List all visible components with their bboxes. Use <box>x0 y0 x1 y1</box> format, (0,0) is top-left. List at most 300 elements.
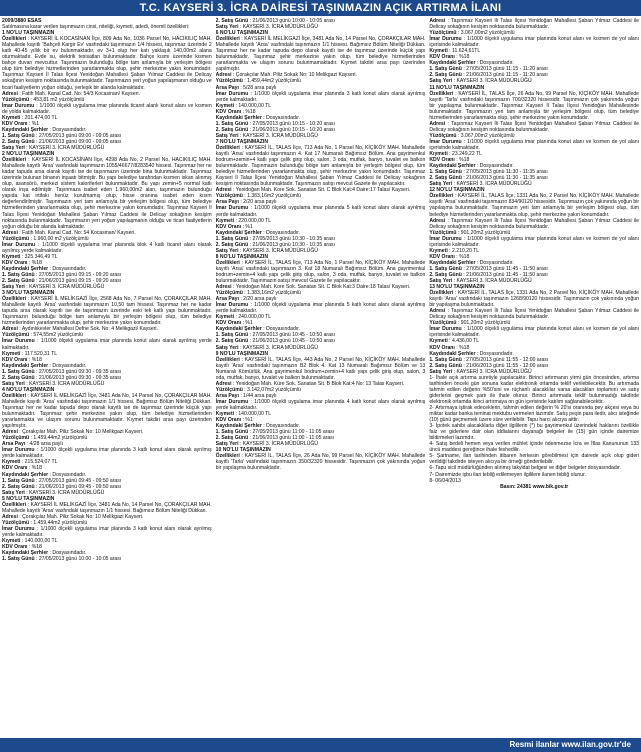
field-label: Kıymeti <box>2 253 21 260</box>
field-label: 2. Satış Günü <box>215 435 249 442</box>
field-label: Adresi <box>215 72 232 79</box>
field-value: : KAYSERİ 3. İCRA MÜDÜRLÜĞÜ <box>453 78 532 85</box>
field-value: : 1/1000 ölçekli uygulama imar planında ticaret alanlı konut alanı ve kısmen de yolda kalmaktadır. <box>2 102 212 115</box>
field-value: : %18 <box>28 465 42 472</box>
field-value: : Taşınmaz Kayseri İli Talas İlçesi Yenidoğan Mahallesi Şaban Yılmaz Caddesi ile Delicay sokağının kesişim noktasında bulunmaktadır. <box>429 120 640 133</box>
section-heading: 7 NO'LU TAŞINMAZIN <box>215 138 269 145</box>
field-value: : 574,55m2 yüzölçümlü <box>30 332 83 339</box>
field-label: İmar Durumu <box>215 302 249 309</box>
field-label: 1. Satış Günü <box>215 235 249 242</box>
field-value: : 21/06/2013 günü 11:55 - 12:00 arası <box>463 362 549 369</box>
field-row <box>429 290 639 308</box>
field-label: KDV Oranı <box>2 356 28 363</box>
field-label: Satış Yeri <box>429 78 453 85</box>
section-heading: 12 NO'LU TAŞINMAZIN <box>429 187 485 194</box>
field-value: : Dosyasındadır. <box>49 471 87 478</box>
field-label: Satış Yeri <box>429 368 453 375</box>
field-label: Özellikleri <box>2 296 27 303</box>
paragraph: 2- Artırmaya iştirak edeceklerin, tahmin edilen değerin % 20'si oranında pey akçesi veya bu miktar kadar banka teminat mektubu vermeleri lazımdır. Satış peşin para iledir, alıcı isteğinde (10) günü geçmemek üzere süre verilebilir. Tapu harcı alıcıya aittir. <box>429 405 640 424</box>
field-value: : 1/1000 ölçekli uygulama imar planında konut alanı ve kısmen de yol alanı içerisinde kalmaktadır. <box>429 235 640 248</box>
section-heading: 9 NO'LU TAŞINMAZIN <box>215 350 269 357</box>
paragraph: Satılmasına karar verilen taşınmazın cinsi, niteliği, kıymeti, adedi, önemli özellikleri: <box>2 24 190 31</box>
field-label: Yüzölçümü <box>215 386 243 393</box>
field-label: 2. Satış Günü <box>215 18 249 24</box>
field-value: : 1/1000 ölçekli uygulama imar planında 4 katlı konut alanı olarak ayrılmış yerde kalmaktadır. <box>215 398 426 411</box>
field-label: Yüzölçümü <box>2 435 30 442</box>
field-label: Kaydındaki Şerhler <box>429 350 476 357</box>
section-heading: 1 NO'LU TAŞINMAZIN <box>2 30 55 37</box>
field-label: Kaydındaki Şerhler <box>429 60 476 67</box>
column-3 <box>429 18 639 734</box>
field-value: : 27/05/2013 günü 11:15 - 11:20 arası <box>463 66 548 73</box>
field-value: : Dosyasındadır. <box>49 362 87 369</box>
field-label: Arsa Payı <box>215 84 239 91</box>
field-value: : KAYSERİ İL MELİKGAZİ İlçe, 3481 Ada No, 14 Parsel No, ÇORAKÇILAR MAH. Mahallede kayıtlı 'Arsa' vasfındaki taşınmazın 1/1 hissesi. Bağımsız Bölüm Niteliği Dükkan. Taşınmaz her ne kadar tapuda depo olarak kayıtlı ise de taşınmaz üzerinde küçük yapı bulunmaktadır. Taşınmaz şehir merkezine yakın olup, tüm belediye hizmetlerinden yararlanmakta ve ulaşım sorunu bulunmamaktadır. Kıymet takdiri arsa payı üzerinden yapılmıştır. <box>2 392 212 430</box>
field-label: KDV Oranı <box>429 344 455 351</box>
field-row <box>429 139 639 151</box>
field-label: Özellikleri <box>2 392 27 399</box>
field-label: İmar Durumu <box>429 138 462 145</box>
field-label: Adresi <box>429 217 446 224</box>
field-label: İmar Durumu <box>2 447 35 454</box>
field-value: : 27/05/2013 günü 10:30 - 10:35 arası <box>249 235 335 242</box>
field-value: : 27/05/2013 günü 10:00 - 10:05 arası <box>35 556 122 563</box>
field-label: Yüzölçümü <box>215 78 243 85</box>
field-row <box>2 556 212 562</box>
field-label: Adresi <box>429 308 446 315</box>
field-value: : KAYSERİ 3. İCRA MÜDÜRLÜĞÜ <box>26 489 105 496</box>
field-label: Adresi <box>2 513 18 520</box>
field-row <box>216 453 426 471</box>
field-value: : %1 <box>242 417 253 424</box>
paragraph: 5- Şartname, ilan tarihinden itibaren herkesin görebilmesi için dairede açık olup gideri verildiği takdirde isteyen alıcıya bir örneği gönderilebilir. <box>429 453 640 466</box>
field-value: : KAYSERİ 3. İCRA MÜDÜRLÜĞÜ <box>26 380 105 387</box>
field-label: Yüzölçümü <box>429 132 457 139</box>
paragraph: 4- Satış bedeli hemen veya verilen mühlet içinde ödenmezse İcra ve İflas Kanununun 133 üncü maddesi gereğince ihale feshedilir. <box>429 441 640 454</box>
field-value: : 3.067,00m2 yüzölçümlü <box>457 132 515 139</box>
field-label: 1. Satış Günü <box>2 556 35 563</box>
field-value: : Çorakçılar Mah. Piliz Sokak No: 10 Melikgazi Kayseri. <box>232 72 357 79</box>
field-row <box>216 145 426 187</box>
field-value: : 21/06/2013 günü 10:00 - 10:05 arası <box>249 18 335 24</box>
field-row <box>2 502 212 514</box>
section-heading: 11 NO'LU TAŞINMAZIN <box>429 84 485 91</box>
field-label: Kıymeti <box>215 314 235 321</box>
field-row <box>2 393 212 429</box>
field-value: : 27/05/2013 günü 09:30 - 09:35 arası <box>35 368 122 375</box>
field-label: Adresi <box>429 18 446 24</box>
field-value: : 27/05/2013 günü 10:45 - 10:50 arası <box>249 332 335 339</box>
field-label: Kaydındaki Şerhler <box>2 265 49 272</box>
field-label: 1. Satış Günü <box>2 271 35 278</box>
field-label: Yüzölçümü <box>2 519 30 526</box>
field-label: Kaydındaki Şerhler <box>2 471 49 478</box>
field-row <box>216 36 426 72</box>
field-value: : 5/28 arsa paylı <box>240 84 277 91</box>
section-heading: 5 NO'LU TAŞINMAZIN <box>2 495 55 502</box>
field-label: Adresi <box>215 380 232 387</box>
field-value: : Çorakçılar Mah. Piliz Sokak No: 10 Melikgazi Kayseri. <box>19 513 144 520</box>
field-label: Kaydındaki Şerhler <box>215 423 262 430</box>
field-label: Satış Yeri <box>215 441 239 448</box>
field-value: : Dosyasındadır. <box>263 423 301 430</box>
field-value: : KAYSERİ 3. İCRA MÜDÜRLÜĞÜ <box>26 284 105 291</box>
field-label: KDV Oranı <box>215 223 242 230</box>
field-label: İmar Durumu <box>215 90 249 97</box>
field-value: : 1/1000 ölçekli uygulama imar planında konut alanı ve kısmen de yol alanı içerisinde kalmaktadır. <box>429 36 640 49</box>
field-value: : KAYSERİ İL, TALAS İlçe, 1331 Ada No, 2 Parsel No, KİÇİKÖY MAH. Mahallede kayıtlı 'Arsa' vasfındaki taşınmazın 834/90120 hissesidir. Taşınmazın çok yakınında yoğun bir yapılaşma bulunmaktadır. Taşınmazın yeri tam anlamıyla bir yerleşim bölgesi olup, tüm belediye hizmetlerinden yararlanmakta olup, şehir merkezine yakın konumdadır. <box>429 193 640 218</box>
field-label: Adresi <box>215 284 232 291</box>
field-value: : 21/06/2013 günü 10:45 - 10:50 arası <box>249 338 335 345</box>
field-label: Arsa Payı <box>215 199 239 206</box>
field-value: : KAYSERİ 3. İCRA MÜDÜRLÜĞÜ <box>239 24 318 31</box>
field-label: Kaydındaki Şerhler <box>429 259 476 266</box>
field-label: Kıymeti <box>429 338 448 345</box>
field-label: 1. Satış Günü <box>429 169 462 176</box>
field-row <box>429 326 639 338</box>
field-value: : KAYSERİ İL, TALAS İlçe, 713 Ada No, 1 Parsel No, KİÇİKÖY MAH. Mahallede kayıtlı 'Arsa' vasfındaki taşınmazın 4. Kat 17 Numaralı Bağımsız Bölüm. Ana gayrimenkul bodrum+zemin+4 katlı yapı çelik giriş olup, salon, 3 oda, mutfak, banyo, tuvalet ve balkon bulunmaktadır. Taşınmazın bulunduğu bölge tam anlamıyla bir yerleşim bölgesi olup, tüm belediye hizmetlerinden yararlanmakta olup, şehir merkezine yakın konumdadır. Taşınmaz Kayseri İl Talas İlçesi Yenidoğan Mahallesi Şaban Yılmaz Caddesi ile Delicay sokağının kesişim noktasında bulunmaktadır. Taşınmazın satışı mevcut Gazete ile yapılacaktır. <box>215 144 426 188</box>
field-value: : 220.000,00 TL <box>235 217 272 224</box>
field-value: : 1/1000 ölçekli uygulama imar planında konut alanı ve kısmen de yol alanı içerisinde kalmaktadır. <box>429 138 640 151</box>
field-value: : KAYSERİ İL MELİKGAZİ İlçe, 2568 Ada No, 7 Parsel No, ÇORAKÇILAR MAH. Mahallede kayıtlı 'Arsa' vasfındaki taşınmazın 10,50 tam hissesi. Taşınmaz her ne kadar tapuda arsa olarak kayıtlı ise de taşınmazın üzerinde eski tek katlı yapı bulunmaktadır. Taşınmazın bulunduğu bölge tam anlamıyla bir yerleşim bölgesi olup, tüm belediye hizmetlerinden yararlanmakta olup, şehir merkezine yakın konumdadır. <box>2 296 212 327</box>
field-label: KDV Oranı <box>2 465 28 472</box>
footer-banner <box>0 738 641 752</box>
field-value: : %18 <box>456 157 470 164</box>
field-value: : 325.346,49 TL <box>21 253 58 260</box>
field-row <box>2 103 212 115</box>
field-value: : Taşınmaz Kayseri İli Talas İlçesi Yenidoğan Mahallesi Şaban Yılmaz Caddesi ile Delicay sokağının kesişim noktasında bulunmaktadır. <box>429 18 640 31</box>
field-label: KDV Oranı <box>2 120 28 127</box>
field-value: : KAYSERİ İL, TALAS İlçe, 443 Ada No, 2 Parsel No, KİÇİKÖY MAH. Mahallede kayıtlı 'Arsa' vasfındaki taşınmazın B2 Blok 4. Kat 13 Numaralı Bağımsız Bölüm ve 13 Numaralı Kömürlük. Ana gayrimenkul bodrum+zemin+4 katlı yapı çelik giriş olup, salon, 3 oda, mutfak, banyo, tuvalet ve balkon bulunmaktadır. <box>215 356 426 381</box>
field-value: : Taşınmaz Kayseri İli Talas İlçesi Yenidoğan Mahallesi Şaban Yılmaz Caddesi ile Delicay sokağının kesişim noktasında bulunmaktadır. <box>429 217 640 230</box>
field-row <box>429 36 639 48</box>
field-label: Satış Yeri <box>2 489 25 496</box>
field-label: 2. Satış Günü <box>2 483 35 490</box>
field-value: : 1/1000 ölçekli uygulama imar planında 3 katlı konut alanı olarak ayrılmış yerde kalmaktadır. <box>2 447 212 460</box>
field-value: : 1.459,44m2 yüzölçümlü <box>30 519 88 526</box>
column-2 <box>216 18 426 734</box>
field-value: : 240.000,00 TL <box>235 314 272 321</box>
field-value: : 21/06/2013 günü 09:30 - 09:35 arası <box>35 374 122 381</box>
field-value: : 3.142,07m2 yüzölçümlü <box>244 386 301 393</box>
field-label: Adresi <box>2 229 18 236</box>
field-value: : KAYSERİ 3. İCRA MÜDÜRLÜĞÜ <box>239 132 318 139</box>
field-label: İmar Durumu <box>429 326 462 333</box>
field-row <box>2 296 212 326</box>
field-label: 2. Satış Günü <box>429 175 462 182</box>
field-value: : KAYSERİ 3. İCRA MÜDÜRLÜĞÜ <box>453 368 532 375</box>
field-value: : 1.459,44m2 yüzölçümlü <box>244 78 301 85</box>
field-value: : KAYSERİ 3. İCRA MÜDÜRLÜĞÜ <box>239 441 318 448</box>
field-value: : 27/05/2013 günü 11:45 - 11:50 arası <box>463 265 548 272</box>
field-value: : KAYSERİ 3. İCRA MÜDÜRLÜĞÜ <box>239 247 318 254</box>
field-label: Satış Yeri <box>2 380 25 387</box>
field-row <box>2 157 212 230</box>
field-value: : Dosyasındadır. <box>263 326 301 333</box>
field-value: : Dosyasındadır. <box>476 163 514 170</box>
field-value: : 1/1000 ölçekli uygulama imar planında 5 katlı konut alanı olarak ayrılmış yerde kalmaktadır. <box>215 302 426 315</box>
field-label: Özellikleri <box>215 259 240 266</box>
field-row <box>2 447 212 459</box>
field-label: Yüzölçümü <box>215 290 243 297</box>
field-value: : Aydınlıkevler Mahallesi Defne Sok. No: 4 Melikgazi/ Kayseri. <box>19 326 158 333</box>
field-label: Satış Yeri <box>215 247 239 254</box>
field-label: İmar Durumu <box>429 36 462 43</box>
section-heading: 8 NO'LU TAŞINMAZIN <box>215 253 269 260</box>
paragraph: 8- 06/04/2013 <box>429 477 461 484</box>
field-value: : Dosyasındadır. <box>49 126 87 133</box>
field-value: : %18 <box>28 544 42 551</box>
field-label: Satış Yeri <box>215 344 239 351</box>
field-value: : 1/1000 ölçekli uygulama imar planında 3 katlı konut alanı olarak ayrılmış yerde kalmaktadır. <box>2 525 212 538</box>
field-value: : 1/1000 ölçekli uygulama imar planında konut alanı olarak ayrılmış yerde kalmaktadır. <box>2 338 212 351</box>
field-row <box>429 91 639 121</box>
paragraph: 6- Tapu sicil müdürlüğünden alınmış takyidat belgesi ve diğer belgeler dosyasındadır. <box>429 465 621 472</box>
field-value: : 27/05/2013 günü 09:45 - 09:50 arası <box>35 477 122 484</box>
field-value: : 1/1000 ölçekli uygulama imar planında konut alanı ve kısmen de yol alanı içerisinde kalmaktadır. <box>429 326 640 339</box>
field-value: : Fatih Mah. Kanal Cad. No: 54 Kocasinan/ Kayseri. <box>19 229 136 236</box>
field-value: : 21/06/2013 günü 11:00 - 11:05 arası <box>249 435 335 442</box>
field-value: : 1/44 arsa paylı <box>240 392 277 399</box>
field-label: Kaydındaki Şerhler <box>2 362 49 369</box>
paragraph: 3- İpotek sahibi alacaklılarla diğer ilgililerin (*) bu gayrimenkul üzerindeki haklarını özellikle faiz ve giderlere dair olan iddialarını dayanağı belgeler ile (15) gün içinde dairemize bildirmeleri lazımdır. <box>429 423 640 442</box>
field-label: Kıymeti <box>429 247 448 254</box>
field-label: Kıymeti <box>2 350 21 357</box>
field-label: 2. Satış Günü <box>215 338 249 345</box>
field-label: Yüzölçümü <box>429 320 457 327</box>
field-label: Özellikleri <box>429 90 454 97</box>
field-value: : 2.210,20 TL <box>449 247 480 254</box>
field-value: : 27/05/2013 günü 11:00 - 11:05 arası <box>249 429 335 436</box>
field-label: 2. Satış Günü <box>215 126 249 133</box>
field-value: : Dosyasındadır. <box>49 550 87 557</box>
field-value: : %1 <box>242 320 253 327</box>
field-label: KDV Oranı <box>2 259 28 266</box>
field-label: Satış Yeri <box>2 284 25 291</box>
field-label: KDV Oranı <box>429 157 455 164</box>
field-value: : 21/06/2013 günü 11:30 - 11:35 arası <box>463 175 548 182</box>
field-value: : Dosyasındadır. <box>49 265 87 272</box>
field-label: KDV Oranı <box>429 54 455 61</box>
field-label: Adresi <box>215 187 232 194</box>
field-value: : KAYSERİ 3. İCRA MÜDÜRLÜĞÜ <box>453 181 532 188</box>
field-value: : 215.524,07 TL <box>21 459 58 466</box>
field-label: 1. Satış Günü <box>429 66 462 73</box>
field-value: : 1/1000 ölçekli uygulama imar planında 3 katlı konut alanı olarak ayrılmış yerde kalmaktadır. <box>215 90 426 103</box>
field-label: Yüzölçümü <box>215 193 243 200</box>
field-label: Kıymeti <box>215 217 235 224</box>
field-value: : KAYSERİ İL, TALAS İlçe, 26 Ada No, 99 Parsel No, KİÇİKÖY MAH. Mahallede kayıtlı 'Tarla' vasfındaki taşınmazın 350/32320 hissesidir. Taşınmazın çok yakınında yoğun bir yapılaşma bulunmaktadır. <box>215 453 426 472</box>
field-label: 2. Satış Günü <box>2 374 35 381</box>
field-label: Yüzölçümü <box>2 235 30 242</box>
field-value: : Dosyasındadır. <box>263 229 301 236</box>
field-value: : KAYSERİ İL, TALAS İlçe, 713 Ada No, 1 Parsel No, KİÇİKÖY MAH. Mahallede kayıtlı 'Arsa' vasfındaki taşınmazın 3. Kat 18 Numaralı Bağımsız Bölüm. Ana gayrimenkul bodrum+zemin+4 katlı yapı çelik giriş olup, salon, 3 oda, mutfak, banyo, tuvalet ve balkon bulunmaktadır. Taşınmazın satışı mevcut Gazete ile yapılacaktır. <box>215 259 426 285</box>
field-value: : Dosyasındadır. <box>476 350 514 357</box>
columns <box>2 18 639 734</box>
field-value: : Dosyasındadır. <box>263 114 301 121</box>
field-value: : 21/06/2013 günü 11:45 - 11:50 arası <box>463 271 548 278</box>
field-value: : 1.960,00 m2 yüzölçümlü <box>30 235 89 242</box>
field-label: Arsa Payı <box>2 441 26 448</box>
field-row <box>429 236 639 248</box>
field-label: Kıymeti <box>2 114 21 121</box>
field-label: Özellikleri <box>429 193 454 200</box>
field-label: Kıymeti <box>2 538 21 545</box>
field-value: : KAYSERİ İL KOCASİNAN İlçe, 4298 Ada No, 2 Parsel No, HACIKILIÇ MAH. Mahallede kayıtlı 'Arsa' vasfındaki taşınmazın 1055/46677/8283540 hissesi. Taşınmaz her ne kadar tapuda arsa olarak kayıtlı ise de taşınmazın üzerinde bina bulunmaktadır. Taşınmaz üzerinde bulunan binanın inşaatı bitmiştir. Bu yapı belediye tarafından kısmen iskan alınmış olup, asansörü, merkezi sistem kaloriferleri bulunmaktadır. Bu yapı zemin+5 normal katlı olarak inşa edilmiştir. Taşınmaza isabet eden 1.960,00m2 alan, taşınmazın bulunduğu yapıda kat irtifakı henüz kurulmamış olup, hisse oranına isabet eden kısım değerlendirilmiştir. Taşınmazın yeri tam anlamıyla bir yerleşim bölgesi olup, tüm belediye hizmetlerinden yararlanmakta olup, şehir merkezine yakın konumdadır. Taşınmaz Kayseri İl Talas İlçesi Yenidoğan Mahallesi Şaban Yılmaz Caddesi ile Delicay sokağının kesişim noktasında bulunmaktadır. Taşınmazın yeri yoğun yapılaşmanın olduğu ve ticari faaliyetlerin yoğun olduğu bir alanda kalmaktadır. <box>2 157 212 230</box>
field-label: Özellikleri <box>215 36 240 43</box>
field-label: Kıymeti <box>429 151 448 158</box>
field-value: : 2/20 arsa paylı <box>240 199 277 206</box>
field-row <box>216 91 426 103</box>
field-label: 2. Satış Günü <box>429 271 462 278</box>
field-value: : 3.067,00m2 yüzölçümlü <box>457 30 515 37</box>
field-label: Özellikleri <box>215 144 240 151</box>
field-value: : 1/1000 ölçekli uygulama imar planında 5 katlı konut alanı olarak ayrılmış yerde kalmaktadır. <box>215 205 426 218</box>
field-value: : KAYSERİ İL MELİKGAZİ İlçe, 3481 Ada No, 14 Parsel No, ÇORAKÇILAR MAH. Mahallede kayıtlı 'Arsa' vasfındaki taşınmazın 1/1 hissesi. Bağımsız Bölüm Niteliği Dükkan. Taşınmaz her ne kadar tapuda depo olarak kayıtlı ise de taşınmaz üzerinde küçük yapı bulunmaktadır. Taşınmaz şehir merkezine yakın olup, tüm belediye hizmetlerinden yararlanmakta ve ulaşım sorunu bulunmamaktadır. Kıymet takdiri arsa payı üzerinden yapılmıştır. <box>215 36 426 73</box>
field-label: KDV Oranı <box>215 108 242 115</box>
field-label: 1. Satış Günü <box>2 477 35 484</box>
field-value: : KAYSERİ İL KOCASİNAN İlçe, 809 Ada No, 1036 Parsel No, HACIKILIÇ MAH. Mahallede kayıtlı 'Bahçeli Kargir Ev' vasfındaki taşınmazın 1/4 hissesi, taşınmaz üzerinde 2 katlı 40-45 yıllık bir ev bulunmaktadır, ev 3+1 olup her katı yaklaşık 140,00m2 alana oturmaktadır. Evde su, elektrik tesisatları bulunmaktadır. Bahçe kısmı üzerinde kısmen bahçe duvarı mevcuttur. Taşınmazın bulunduğu bölge tam anlamıyla bir yerleşim bölgesi olup tüm belediye hizmetlerinden yararlanmakta olup, şehir merkezine yakın konumdadır. Taşınmaz Kayseri İl Talas İlçesi Yenidoğan Mahallesi Şaban Yılmaz Caddesi ile Delicay sokağının kesişim noktasında bulunmaktadır. Taşınmazın yeri yoğun yapılaşmanın olduğu ve ticari faaliyetlerin yoğun olduğu, yerleşik bir alanda kalmaktadır. <box>2 36 212 91</box>
field-label: Adresi <box>2 429 18 436</box>
field-label: Kaydındaki Şerhler <box>215 229 262 236</box>
field-value: : Çorakçılar Mah. Piliz Sokak No: 10 Melikgazi Kayseri. <box>19 429 144 436</box>
section-heading: 2 NO'LU TAŞINMAZIN <box>2 151 55 158</box>
field-row <box>216 302 426 314</box>
field-value: : 23.249,22 TL <box>449 151 482 158</box>
field-row <box>216 205 426 217</box>
field-value: : 2/20 arsa paylı <box>240 296 277 303</box>
field-row <box>429 193 639 217</box>
field-row <box>429 18 639 30</box>
field-row <box>2 242 212 254</box>
field-row <box>2 338 212 350</box>
field-value: : 21/06/2013 günü 10:15 - 10:20 arası <box>249 126 335 133</box>
field-label: 2. Satış Günü <box>429 72 462 79</box>
field-label: İmar Durumu <box>2 338 35 345</box>
field-label: Özellikleri <box>215 356 240 363</box>
field-value: : Dosyasındadır. <box>476 259 514 266</box>
field-label: 1. Satış Günü <box>429 356 462 363</box>
field-value: : 1/1000 ölçekli uygulama imar planında blok 4 katlı ticaret alanı olarak ayrılmış yerde kalmaktadır. <box>2 241 212 254</box>
field-row <box>216 260 426 284</box>
field-value: : KAYSERİ 3. İCRA MÜDÜRLÜĞÜ <box>453 278 532 285</box>
field-label: Yüzölçümü <box>429 30 457 37</box>
field-label: KDV Oranı <box>215 417 242 424</box>
field-label: Satış Yeri <box>429 278 453 285</box>
field-value: : 4.436,00 TL <box>449 338 480 345</box>
field-label: Özellikleri <box>2 157 27 164</box>
field-label: 2. Satış Günü <box>429 362 462 369</box>
field-value: : 27/05/2013 günü 11:30 - 11:35 arası <box>463 169 548 176</box>
field-label: KDV Oranı <box>429 253 455 260</box>
field-label: 2. Satış Günü <box>215 241 249 248</box>
field-label: KDV Oranı <box>2 544 28 551</box>
field-label: Kaydındaki Şerhler <box>429 163 476 170</box>
field-value: : 140.000,00 TL <box>235 102 272 109</box>
field-label: 1. Satış Günü <box>215 120 249 127</box>
field-value: : 27/05/2013 günü 09:00 - 09:05 arası <box>35 132 122 139</box>
field-label: Kaydındaki Şerhler <box>215 114 262 121</box>
field-row <box>2 36 212 90</box>
paragraph: 1- İhale açık artırma suretiyle yapılacaktır. Birinci artırmanın yirmi gün öncesinden, artırma tarihinden önceki gün sonuna kadar elektronik ortamda teklif verilebilecektir. Bu artırmada tahmin edilen değerin %50'sini ve rüçhanlı alacaklılar varsa alacakları toplamını ve satış giderlerini geçmek şartı ile ihale olunur. Birinci artırmada teklif bulunmadığı takdirde elektronik ortamda ikinci artırmaya on gün içerisinde katılım sağlanabilecektir. <box>429 374 640 405</box>
field-value: : Dosyasındadır. <box>476 60 514 67</box>
field-label: Adresi <box>429 120 446 127</box>
field-value: : 21/06/2013 günü 09:15 - 09:20 arası <box>35 278 122 285</box>
field-label: Kaydındaki Şerhler <box>2 550 49 557</box>
field-value: : KAYSERİ İL MELİKGAZİ İlçe, 3481 Ada No, 14 Parsel No, ÇORAKÇILAR MAH. Mahallede kayıtlı 'Arsa' vasfındaki taşınmazın 1/1 hissesi. Bağımsız Bölüm Niteliği Dükkan. <box>2 501 212 514</box>
field-label: Satış Yeri <box>429 181 453 188</box>
field-value: : %18 <box>456 344 470 351</box>
field-label: 1. Satış Günü <box>215 332 249 339</box>
field-label: Adresi <box>2 90 18 97</box>
field-value: : %18 <box>242 108 256 115</box>
field-value: : 201.474,00 TL <box>21 114 58 121</box>
field-label: Kıymeti <box>2 459 21 466</box>
field-label: Satış Yeri <box>2 144 25 151</box>
field-label: Özellikleri <box>2 36 27 43</box>
field-label: 1. Satış Günü <box>2 132 35 139</box>
section-heading: 13 NO'LU TAŞINMAZIN <box>429 284 485 291</box>
field-label: İmar Durumu <box>2 241 36 248</box>
paragraph: Basın: 24381 www.bik.gov.tr <box>500 483 569 490</box>
field-value: : 27/05/2013 günü 11:55 - 12:00 arası <box>463 356 549 363</box>
field-value: : 901,20m2 yüzölçümlü <box>457 229 511 236</box>
field-value: : 11.624,61TL <box>449 48 481 55</box>
field-value: : 140.000,00 TL <box>21 538 58 545</box>
field-label: 2. Satış Günü <box>2 278 35 285</box>
field-label: Kaydındaki Şerhler <box>2 126 49 133</box>
field-value: : 1.459,44m2 yüzölçümlü <box>30 435 88 442</box>
field-label: Kaydındaki Şerhler <box>215 326 262 333</box>
field-label: İmar Durumu <box>2 102 35 109</box>
field-value: : Taşınmaz Kayseri İli Talas İlçesi Yenidoğan Mahallesi Şaban Yılmaz Caddesi ile Delicay sokağının kesişim noktasında bulunmaktadır. <box>429 308 640 321</box>
field-value: : %18 <box>28 356 42 363</box>
field-value: : 21/06/2013 günü 10:30 - 10:35 arası <box>249 241 335 248</box>
field-value: : 21/06/2013 günü 09:00 - 09:05 arası <box>35 138 122 145</box>
field-value: : %18 <box>456 54 470 61</box>
footer-text: Resmi ilanlar www.ilan.gov.tr'de <box>509 740 631 749</box>
field-label: Yüzölçümü <box>2 332 30 339</box>
field-label: İmar Durumu <box>2 525 35 532</box>
field-value: : 21/06/2013 günü 11:15 - 11:20 arası <box>463 72 548 79</box>
field-value: : 27/05/2013 günü 10:15 - 10:20 arası <box>249 120 335 127</box>
field-row <box>429 308 639 320</box>
field-label: Kıymeti <box>429 48 448 55</box>
field-value: : 117.520,31 TL <box>21 350 58 357</box>
field-value: : Yenidoğan Mah. Küre Sok. Sanatan Sit. B Blok Kat:4 No: 13 Talas Kayseri. <box>232 380 405 387</box>
field-value: : 453,81 m2 yüzölçümlü <box>30 96 85 103</box>
field-value: : 1.383,16m2 yüzölçümlü <box>244 290 301 297</box>
field-label: Kıymeti <box>215 102 235 109</box>
field-value: : 140.000,00 TL <box>235 411 272 418</box>
field-value: : %18 <box>28 259 42 266</box>
field-value: : KAYSERİ 3. İCRA MÜDÜRLÜĞÜ <box>26 144 105 151</box>
field-row <box>2 526 212 538</box>
field-label: 1. Satış Günü <box>215 429 249 436</box>
field-value: : 21/06/2013 günü 09:45 - 09:50 arası <box>35 483 122 490</box>
column-1 <box>2 18 212 734</box>
field-value: : 27/05/2013 günü 09:15 - 09:20 arası <box>35 271 122 278</box>
field-row <box>429 121 639 133</box>
field-value: : Yenidoğan Mah. Kore Sok. Sanatan Sit. C Blok Kat:3 Daire:18 Talas/ Kayseri. <box>232 284 411 291</box>
field-label: Arsa Payı <box>215 296 239 303</box>
field-value: : KAYSERİ İL, TALAS İlçe, 26 Ada No, 99 Parsel No, KİÇİKÖY MAH. Mahallede kayıtlı 'Tarla' vasfındaki taşınmazın 700/32320 hissesidir. Taşınmazın çok yakınında yoğun bir yapılaşma bulunmaktadır. Taşınmaz Kayseri İl Talas İlçesi Yenidoğan Mahallesinde bulunmaktadır. Taşınmazın yeri tam anlamıyla bir yerleşim bölgesi olup, tüm belediye hizmetlerinden yararlanmakta olup, şehir merkezine yakın konumdadır. <box>429 90 640 121</box>
field-label: 2. Satış Günü <box>2 138 35 145</box>
section-heading: 4 NO'LU TAŞINMAZIN <box>2 386 55 393</box>
section-heading: 6 NO'LU TAŞINMAZIN <box>215 30 269 37</box>
notice-title: T.C. KAYSERİ 3. İCRA DAİRESİ TAŞINMAZIN AÇIK ARTIRMA İLANI <box>0 0 641 16</box>
field-label: İmar Durumu <box>215 398 249 405</box>
